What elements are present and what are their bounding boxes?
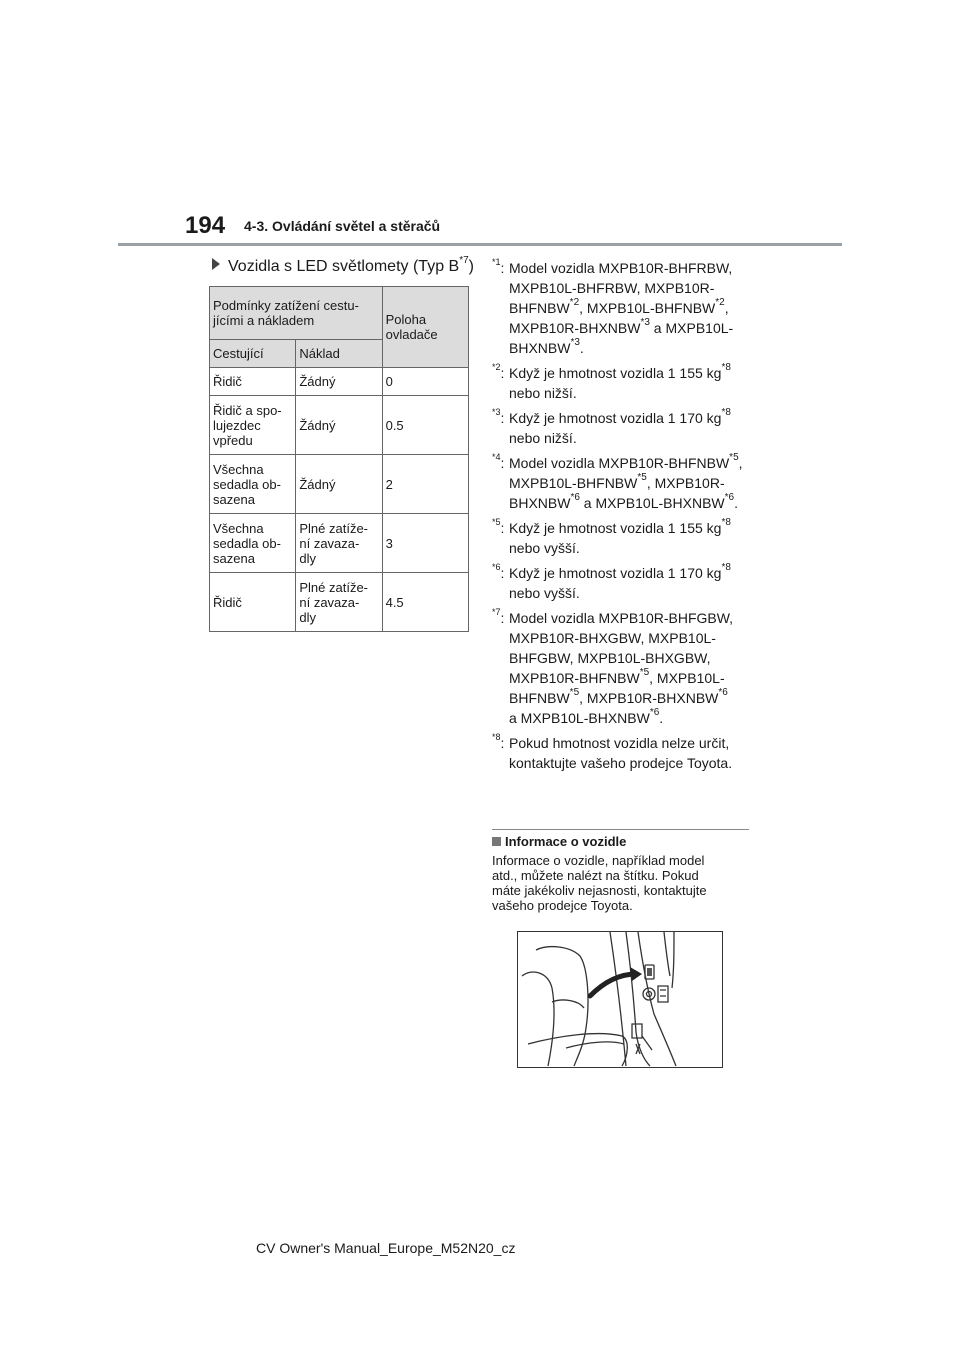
footnote-marker: $^{*7}$: (492, 607, 505, 626)
footnote-marker: $^{*5}$: (492, 517, 505, 536)
cell-text-line: dly (299, 550, 316, 566)
square-bullet-icon (492, 837, 501, 846)
info-body-line: máte jakékoliv nejasnosti, kontaktujte (492, 883, 707, 898)
cell-text-line: sedadla ob- (213, 535, 281, 551)
footnote-marker: $^{*4}$: (492, 452, 505, 471)
footnote-line: BHFNBW$^{*5}$, MXPB10R-BHXNBW$^{*6}$ (509, 687, 728, 706)
footnote-line: MXPB10R-BHXNBW$^{*3}$ a MXPB10L- (509, 317, 734, 336)
footnote (492, 258, 762, 358)
info-divider (492, 829, 749, 830)
footnote-line: nebo nižší. (509, 430, 577, 446)
footnote-line: Pokud hmotnost vozidla nelze určit, (509, 735, 730, 751)
cell-text-line: ní zavaza- (299, 535, 360, 551)
headlight-leveling-table (209, 286, 469, 632)
cell-text-line: dly (299, 609, 316, 625)
footnote-marker: $^{*6}$: (492, 562, 505, 581)
cell-position-value: 3 (382, 514, 468, 573)
table-heading-text: Vozidla s LED světlomety (Typ B (228, 258, 460, 275)
info-body-line: Informace o vozidle, například model (492, 853, 705, 868)
header-divider (118, 243, 842, 246)
cell-text-line: Všechna (213, 461, 264, 477)
cell-text-line: Všechna (213, 520, 264, 536)
cell-cargo (296, 368, 382, 396)
footnote-line: MXPB10R-BHXGBW, MXPB10L- (509, 630, 716, 646)
info-title: Informace o vozidle (492, 834, 626, 849)
section-title: 4-3. Ovládání světel a stěračů (244, 218, 441, 234)
footnote-line: Když je hmotnost vozidla 1 170 $kg^{*8}$ (509, 562, 731, 581)
table-row (210, 368, 469, 396)
triangle-bullet-icon (212, 258, 220, 270)
table-header-cargo: Náklad (296, 340, 382, 368)
table-header-position: Poloha ovladače (382, 287, 468, 368)
footnote (492, 518, 762, 558)
cell-text-line: ní zavaza- (299, 594, 360, 610)
cell-text-line: Žádný (299, 374, 336, 389)
footnote-line: Model vozidla MXPB10R-BHFNBW$^{*5}$, (509, 452, 743, 471)
cell-passengers (210, 368, 296, 396)
info-body-line: vašeho prodejce Toyota. (492, 898, 633, 913)
cell-cargo (296, 514, 382, 573)
footnote-line: MXPB10L-BHFRBW, MXPB10R- (509, 280, 715, 296)
cell-text-line: vpředu (213, 432, 253, 448)
cell-text-line: sazena (213, 550, 255, 566)
vehicle-label-illustration (517, 931, 723, 1068)
table-header-passengers: Cestující (210, 340, 296, 368)
footnotes (492, 258, 762, 778)
footnote-line: nebo nižší. (509, 385, 577, 401)
cell-cargo (296, 396, 382, 455)
footnote-line: Když je hmotnost vozidla 1 155 $kg^{*8}$ (509, 517, 731, 536)
cell-position-value: 0 (382, 368, 468, 396)
table-row (210, 396, 469, 455)
cell-passengers (210, 455, 296, 514)
cell-text-line: Plné zatíže- (299, 579, 369, 595)
footnote-line: nebo vyšší. (509, 540, 580, 556)
info-body (492, 853, 747, 913)
cell-position-value: 4.5 (382, 573, 468, 632)
cell-position-value: 2 (382, 455, 468, 514)
page-header (0, 0, 960, 260)
footnote-line: BHFGBW, MXPB10L-BHXGBW, (509, 650, 711, 666)
footnote-line: nebo vyšší. (509, 585, 580, 601)
cell-text-line: Žádný (299, 476, 336, 492)
table-row (210, 573, 469, 632)
cell-passengers (210, 396, 296, 455)
footnote (492, 453, 762, 513)
footnote-marker: $^{*2}$: (492, 362, 505, 381)
footnote (492, 733, 762, 773)
footnote-line: Model vozidla MXPB10R-BHFRBW, (509, 260, 733, 276)
footnote-marker: $^{*1}$: (492, 257, 505, 276)
table-row (210, 514, 469, 573)
door-pillar-label-icon (518, 932, 722, 1067)
footnote (492, 363, 762, 403)
footnote-line: MXPB10L-BHFNBW$^{*5}$, MXPB10R- (509, 472, 725, 491)
table-heading-footnote: *7 (459, 254, 469, 266)
footnote-line: a MXPB10L-BHXNBW$^{*6}$. (509, 707, 664, 726)
cell-text-line: Plné zatíže- (299, 520, 369, 536)
table-row (210, 455, 469, 514)
footnote (492, 563, 762, 603)
cell-passengers (210, 514, 296, 573)
cell-text-line: Řidič a spo- (213, 402, 282, 418)
footnote (492, 608, 762, 728)
footnote-marker: $^{*3}$: (492, 407, 505, 426)
footnote-line: BHXNBW$^{*6}$ a MXPB10L-BHXNBW$^{*6}$. (509, 492, 738, 511)
table-heading-close: ) (468, 258, 474, 275)
cell-cargo (296, 455, 382, 514)
footnote-line: Model vozidla MXPB10R-BHFGBW, (509, 610, 734, 626)
cell-text-line: sazena (213, 491, 255, 507)
footnote (492, 408, 762, 448)
cell-text-line: Žádný (299, 417, 336, 433)
cell-text-line: Řidič (213, 594, 242, 610)
footnote-line: Když je hmotnost vozidla 1 155 $kg^{*8}$ (509, 362, 731, 381)
page-footer: CV Owner's Manual_Europe_M52N20_cz (256, 1240, 516, 1256)
footnote-marker: $^{*8}$: (492, 732, 505, 751)
footnote-line: Když je hmotnost vozidla 1 170 $kg^{*8}$ (509, 407, 731, 426)
cell-position-value: 0.5 (382, 396, 468, 455)
page-number: 194 (185, 212, 226, 239)
cell-text-line: lujezdec (213, 417, 261, 433)
table-heading (212, 254, 474, 276)
cell-text-line: Řidič (213, 374, 242, 389)
footnote-line: BHFNBW$^{*2}$, MXPB10L-BHFNBW$^{*2}$, (509, 297, 729, 316)
table-header-conditions: Podmínky zatížení cestu- jícími a nákladem (210, 287, 383, 340)
cell-text-line: sedadla ob- (213, 476, 281, 492)
footnote-line: BHXNBW$^{*3}$. (509, 337, 584, 356)
cell-passengers (210, 573, 296, 632)
footnote-line: kontaktujte vašeho prodejce Toyota. (509, 755, 733, 771)
footnote-line: MXPB10R-BHFNBW$^{*5}$, MXPB10L- (509, 667, 725, 686)
cell-cargo (296, 573, 382, 632)
info-body-line: atd., můžete nalézt na štítku. Pokud (492, 868, 699, 883)
